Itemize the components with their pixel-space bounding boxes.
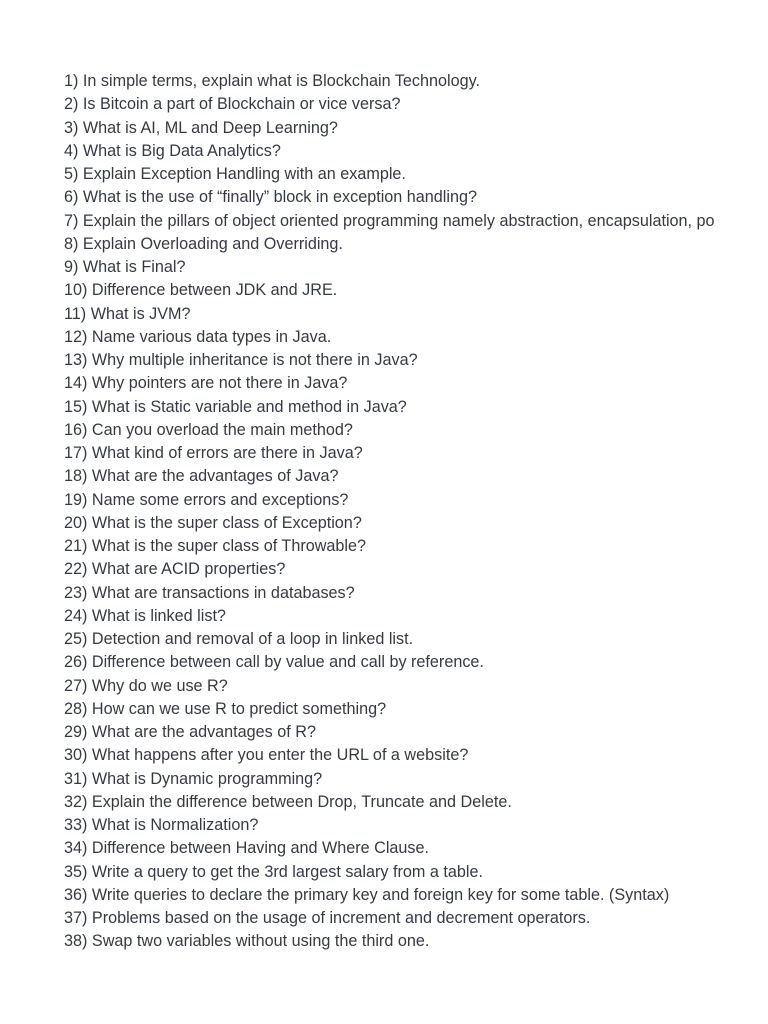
question-item: 32) Explain the difference between Drop, Truncate and Delete. [64, 792, 512, 811]
question-item: 25) Detection and removal of a loop in linked list. [64, 630, 414, 648]
question-item: 31) What is Dynamic programming? [64, 769, 323, 788]
question-item: 21) What is the super class of Throwable? [64, 537, 367, 555]
question-item: 9) What is Final? [64, 258, 186, 276]
question-item: 6) What is the use of “finally” block in exception handling? [64, 188, 478, 207]
question-list [64, 70, 768, 954]
question-item: 14) Why pointers are not there in Java? [64, 374, 348, 393]
question-item: 16) Can you overload the main method? [64, 420, 353, 439]
question-item: 26) Difference between call by value and call by reference. [64, 653, 484, 672]
question-item: 1) In simple terms, explain what is Blockchain Technology. [64, 72, 480, 90]
question-item: 15) What is Static variable and method in Java? [64, 397, 407, 416]
question-item: 34) Difference between Having and Where Clause. [64, 839, 430, 858]
question-item: 30) What happens after you enter the URL of a website? [64, 746, 469, 765]
question-item: 22) What are ACID properties? [64, 560, 286, 579]
question-item: 35) Write a query to get the 3rd largest salary from a table. [64, 862, 483, 881]
question-item: 24) What is linked list? [64, 606, 226, 625]
question-item: 7) Explain the pillars of object oriented programming namely abstraction, encapsulation, po [64, 211, 715, 230]
question-item: 4) What is Big Data Analytics? [64, 141, 281, 160]
question-item: 17) What kind of errors are there in Java? [64, 444, 363, 462]
question-item: 10) Difference between JDK and JRE. [64, 281, 338, 300]
question-item: 20) What is the super class of Exception? [64, 513, 362, 532]
question-item: 13) Why multiple inheritance is not there in Java? [64, 351, 418, 369]
question-item: 36) Write queries to declare the primary key and foreign key for some table. (Syntax) [64, 885, 670, 904]
question-item: 27) Why do we use R? [64, 676, 228, 695]
question-item: 33) What is Normalization? [64, 816, 259, 834]
question-item: 19) Name some errors and exceptions? [64, 490, 349, 509]
question-item: 5) Explain Exception Handling with an example. [64, 165, 406, 183]
question-item: 29) What are the advantages of R? [64, 723, 316, 741]
question-item: 18) What are the advantages of Java? [64, 467, 339, 486]
question-item: 8) Explain Overloading and Overriding. [64, 234, 343, 253]
question-item: 2) Is Bitcoin a part of Blockchain or vice versa? [64, 95, 401, 114]
question-item: 12) Name various data types in Java. [64, 327, 332, 346]
question-item: 11) What is JVM? [64, 304, 191, 323]
question-item: 28) How can we use R to predict something? [64, 699, 387, 718]
question-item: 3) What is AI, ML and Deep Learning? [64, 118, 338, 137]
question-item: 23) What are transactions in databases? [64, 583, 355, 602]
question-item: 38) Swap two variables without using the third one. [64, 932, 430, 951]
question-item: 37) Problems based on the usage of increment and decrement operators. [64, 909, 591, 927]
